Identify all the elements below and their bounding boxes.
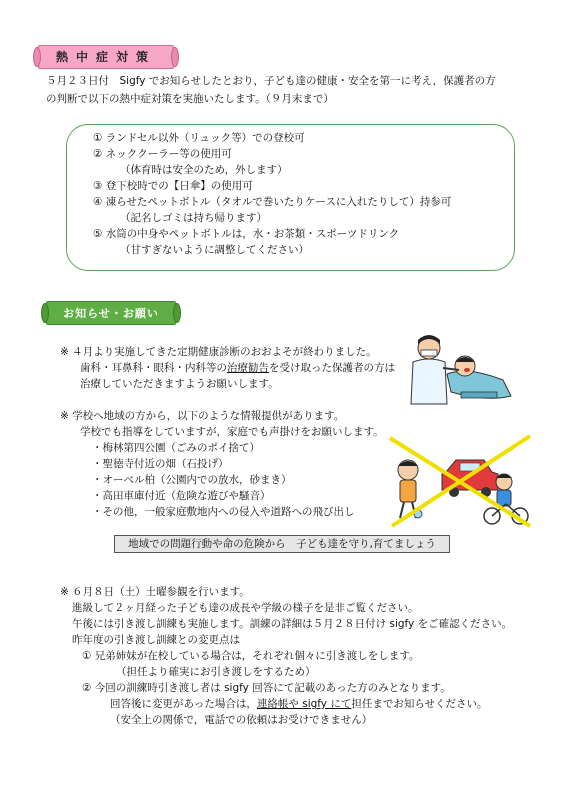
- measure-item: ④ 凍らせたペットボトル（タオルで巻いたりケースに入れたりして）持参可: [93, 196, 452, 208]
- measure-note: （記名しゴミは持ち帰ります）: [120, 212, 267, 224]
- heat-banner-title: 熱中症対策: [55, 49, 156, 64]
- visit-point1-note: （担任より確実にお引き渡しをするため）: [116, 666, 316, 678]
- notice-banner: [46, 301, 176, 325]
- community-slogan: 地域での問題行動や命の危険から 子ども達を守り,育てましょう: [114, 535, 450, 553]
- community-line1: ※ 学校へ地域の方から，以下のような情報提供があります。: [60, 410, 345, 422]
- heat-intro-line2: の判断で以下の熱中症対策を実施いたします。（９月末まで）: [46, 93, 334, 105]
- visit-point2-line2: 回答後に変更があった場合は，連絡帳や sigfy にて担任までお知らせください。: [110, 698, 488, 710]
- visit-point1: ① 兄弟姉妹が在校している場合は，それぞれ個々に引き渡しをします。: [82, 650, 420, 662]
- health-line3: 治療していただきますようお願いします。: [80, 378, 279, 390]
- measure-note: （甘すぎないように調整してください）: [120, 244, 309, 256]
- heat-banner: [38, 45, 174, 69]
- community-bullet: ・高田車庫付近（危険な遊びや騒音）: [92, 490, 271, 502]
- visit-line4: 昨年度の引き渡し訓練との変更点は: [72, 634, 240, 646]
- community-bullet: ・梅林第四公園（ごみのポイ捨て）: [92, 442, 260, 454]
- visit-point2-note: （安全上の関係で，電話での依頼はお受けできません）: [110, 714, 373, 726]
- visit-point2: ② 今回の訓練時引き渡し者は sigfy 回答にて記載のあった方のみとなります。: [82, 682, 451, 694]
- community-bullet: ・その他，一般家庭敷地内への侵入や道路への飛び出し: [92, 506, 355, 518]
- dentist-illustration: [407, 330, 525, 410]
- measure-item: ① ランドセル以外（リュック等）での登校可: [93, 132, 305, 144]
- heat-intro-line1: ５月２３日付 Sigfy でお知らせしたとおり，子ども達の健康・安全を第一に考え，保護者の方: [46, 75, 496, 87]
- measure-item: ② ネッククーラー等の使用可: [93, 148, 232, 160]
- visit-line3: 午後には引き渡し訓練も実施します。訓練の詳細は５月２８日付け sigfy をご確認ください。: [72, 618, 513, 630]
- visit-line2: 進級して２ヶ月経った子ども達の成長や学級の様子を是非ご覧ください。: [72, 602, 419, 614]
- measure-item: ⑤ 水筒の中身やペットボトルは，水・お茶類・スポーツドリンク: [93, 228, 400, 240]
- health-line2: 歯科・耳鼻科・眼科・内科等の治療勧告を受け取った保護者の方は: [80, 362, 395, 374]
- health-line1: ※ ４月より実施してきた定期健康診断のおおよそが終わりました。: [60, 346, 377, 358]
- notice-banner-title: お知らせ・お願い: [63, 306, 159, 320]
- danger-crossed-illustration: [380, 430, 540, 530]
- community-line2: 学校でも指導をしていますが，家庭でも声掛けをお願いします。: [80, 426, 384, 438]
- community-bullet: ・聖徳寺付近の畑（石投げ）: [92, 458, 229, 470]
- visit-line1: ※ ６月８日（土）土曜参観を行います。: [60, 586, 250, 598]
- measure-item: ③ 登下校時での【日傘】の使用可: [93, 180, 253, 192]
- measure-note: （体育時は安全のため，外します）: [120, 164, 288, 176]
- community-bullet: ・オーベル柏（公園内での放水，砂まき）: [92, 474, 292, 486]
